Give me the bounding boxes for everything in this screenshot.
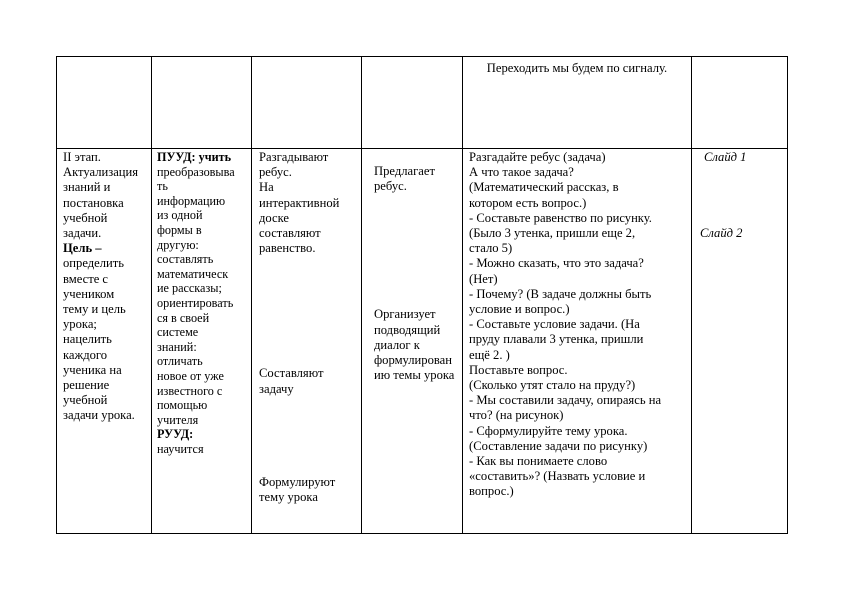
text-line: Формулируют [259, 474, 336, 489]
text-line: - Составьте условие задачи. (На [469, 317, 640, 332]
text-line: отличать [157, 354, 203, 369]
text-line: задачу [259, 381, 294, 396]
text-line: ребус. [374, 179, 407, 194]
text-line: Актуализация [63, 165, 139, 180]
text-line: информацию [157, 193, 226, 208]
text-line: задачи урока. [63, 408, 135, 423]
text-line: пруду плавали 3 утенка, пришли [469, 332, 644, 347]
slide-label: Слайд 2 [700, 226, 743, 241]
slide-label: Слайд 1 [704, 150, 747, 164]
text-line: - Сформулируйте тему урока. [469, 423, 628, 438]
uud-cell [152, 149, 252, 534]
text-line: равенство. [259, 241, 316, 256]
stage-title: II этап. [63, 150, 101, 164]
text-line: задачи. [63, 226, 102, 241]
text-line: ию темы урока [374, 368, 455, 383]
text-line: «составить»? (Назвать условие и [469, 469, 646, 484]
text-line: - Почему? (В задаче должны быть [469, 286, 652, 301]
teacher-activity-cell [362, 149, 463, 534]
text-line: знаний: [157, 339, 197, 354]
table-cell [252, 57, 362, 149]
text-line: - Мы составили задачу, опираясь на [469, 393, 662, 408]
text-line: определить [63, 256, 125, 271]
text-line: формы в [157, 222, 202, 237]
text-line: диалог к [374, 337, 420, 352]
text-line: ещё 2. ) [469, 347, 510, 362]
lesson-content-cell [463, 149, 692, 534]
text-line: Поставьте вопрос. [469, 362, 568, 377]
text-line: стало 5) [469, 241, 513, 256]
text-line: ие рассказы; [157, 281, 222, 296]
text-line: знаний и [63, 180, 111, 195]
text-line: учебной [63, 393, 108, 408]
text-line: учителя [157, 412, 199, 427]
text-line: вместе с [63, 271, 109, 286]
stage-cell [57, 149, 152, 534]
text-line: решение [63, 378, 110, 393]
text-line: математическ [157, 266, 229, 281]
text-line: учеником [63, 286, 115, 301]
text-line: Организует [374, 307, 436, 322]
text-line: системе [157, 325, 199, 340]
text-line: (Сколько утят стало на пруду?) [469, 378, 636, 393]
text-line: ть [157, 179, 168, 194]
table-cell [362, 57, 463, 149]
text-line: что? (на рисунок) [469, 408, 564, 423]
text-line: ориентировать [157, 295, 234, 310]
text-line: ученика на [63, 362, 122, 377]
text-line: условие и вопрос.) [469, 302, 570, 317]
text-line: каждого [63, 347, 108, 362]
text-line: интерактивной [259, 195, 340, 210]
text-line: - Составьте равенство по рисунку. [469, 210, 652, 225]
text-line: - Можно сказать, что это задача? [469, 256, 644, 271]
text-line: известного с [157, 383, 223, 398]
students-activity-cell [252, 149, 362, 534]
text-line: научится [157, 441, 204, 456]
slides-cell [692, 149, 788, 534]
table-cell [463, 57, 692, 149]
text-line: котором есть вопрос.) [469, 195, 587, 210]
puud-label: ПУУД: [157, 150, 196, 164]
text-line: доске [259, 210, 290, 225]
transition-note: Переходить мы будем по сигналу. [486, 61, 668, 75]
table-row [57, 149, 788, 534]
text-line: другую: [157, 237, 199, 252]
text-line: Предлагает [374, 164, 435, 178]
text-line: подводящий [374, 322, 441, 337]
table-cell [152, 57, 252, 149]
text-line: Разгадывают [259, 150, 329, 164]
text-line: ся в своей [157, 310, 210, 325]
text-line: учить [198, 150, 232, 164]
ruud-label: РУУД: [157, 427, 194, 442]
lesson-plan-table [56, 56, 788, 534]
text-line: На [259, 180, 274, 195]
text-line: помощью [157, 398, 208, 413]
text-line: урока; [63, 317, 97, 332]
text-line: постановка [63, 195, 124, 210]
text-line: (Нет) [469, 271, 498, 286]
text-line: ребус. [259, 165, 292, 180]
text-line: (Составление задачи по рисунку) [469, 438, 648, 453]
text-line: из одной [157, 208, 203, 223]
text-line: нацелить [63, 332, 112, 347]
text-line: вопрос.) [469, 484, 514, 499]
goal-label: Цель – [63, 241, 102, 256]
text-line: составляют [259, 226, 321, 241]
text-line: преобразовыва [157, 164, 235, 179]
table-cell [692, 57, 788, 149]
table-row [57, 57, 788, 149]
text-line: А что такое задача? [469, 165, 574, 180]
text-line: составлять [157, 252, 214, 267]
text-line: тему и цель [63, 302, 126, 317]
text-line: тему урока [259, 490, 318, 505]
text-line: новое от уже [157, 368, 224, 383]
text-line: учебной [63, 210, 108, 225]
text-line: формулирован [374, 353, 453, 368]
text-line: Составляют [259, 366, 324, 381]
text-line: Разгадайте ребус (задача) [469, 150, 606, 164]
text-line: (Математический рассказ, в [469, 180, 619, 195]
text-line: - Как вы понимаете слово [469, 454, 608, 469]
table-cell [57, 57, 152, 149]
text-line: (Было 3 утенка, пришли еще 2, [469, 226, 636, 241]
